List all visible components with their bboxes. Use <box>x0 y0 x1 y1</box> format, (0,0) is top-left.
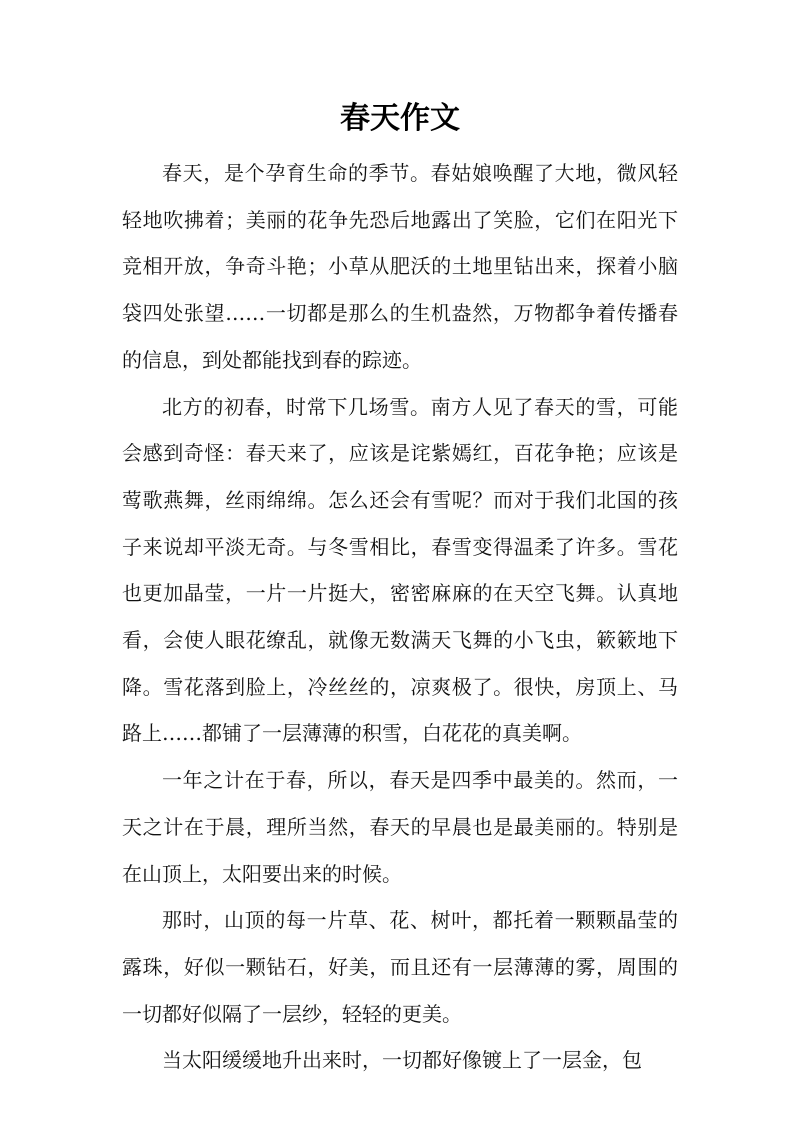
document-body <box>122 150 678 1084</box>
paragraph-5: 当太阳缓缓地升出来时，一切都好像镀上了一层金，包 <box>162 1048 642 1073</box>
document-title: 春天作文 <box>340 101 460 136</box>
paragraph-1: 春天，是个孕育生命的季节。春姑娘唤醒了大地，微风轻轻地吹拂着；美丽的花争先恐后地露出了笑脸，它们在阳光下竞相开放，争奇斗艳；小草从肥沃的土地里钻出来，探着小脑袋四处张望……一切都是那么的生机盎然，万物都争着传播春的信息，到处都能找到春的踪迹。 <box>122 161 678 372</box>
paragraph-4: 那时，山顶的每一片草、花、树叶，都托着一颗颗晶莹的露珠，好似一颗钻石，好美，而且还有一层薄薄的雾，周围的一切都好似隔了一层纱，轻轻的更美。 <box>122 908 678 1026</box>
paragraph-2: 北方的初春，时常下几场雪。南方人见了春天的雪，可能会感到奇怪：春天来了，应该是诧紫嫣红，百花争艳；应该是莺歌燕舞，丝雨绵绵。怎么还会有雪呢？而对于我们北国的孩子来说却平淡无奇。与冬雪相比，春雪变得温柔了许多。雪花也更加晶莹，一片一片挺大，密密麻麻的在天空飞舞。认真地看，会使人眼花缭乱，就像无数满天飞舞的小飞虫，簌簌地下降。雪花落到脸上，冷丝丝的，凉爽极了。很快，房顶上、马路上……都铺了一层薄薄的积雪，白花花的真美啊。 <box>122 394 678 746</box>
paragraph-3: 一年之计在于春，所以，春天是四季中最美的。然而，一天之计在于晨，理所当然，春天的早晨也是最美丽的。特别是在山顶上，太阳要出来的时候。 <box>122 768 678 886</box>
